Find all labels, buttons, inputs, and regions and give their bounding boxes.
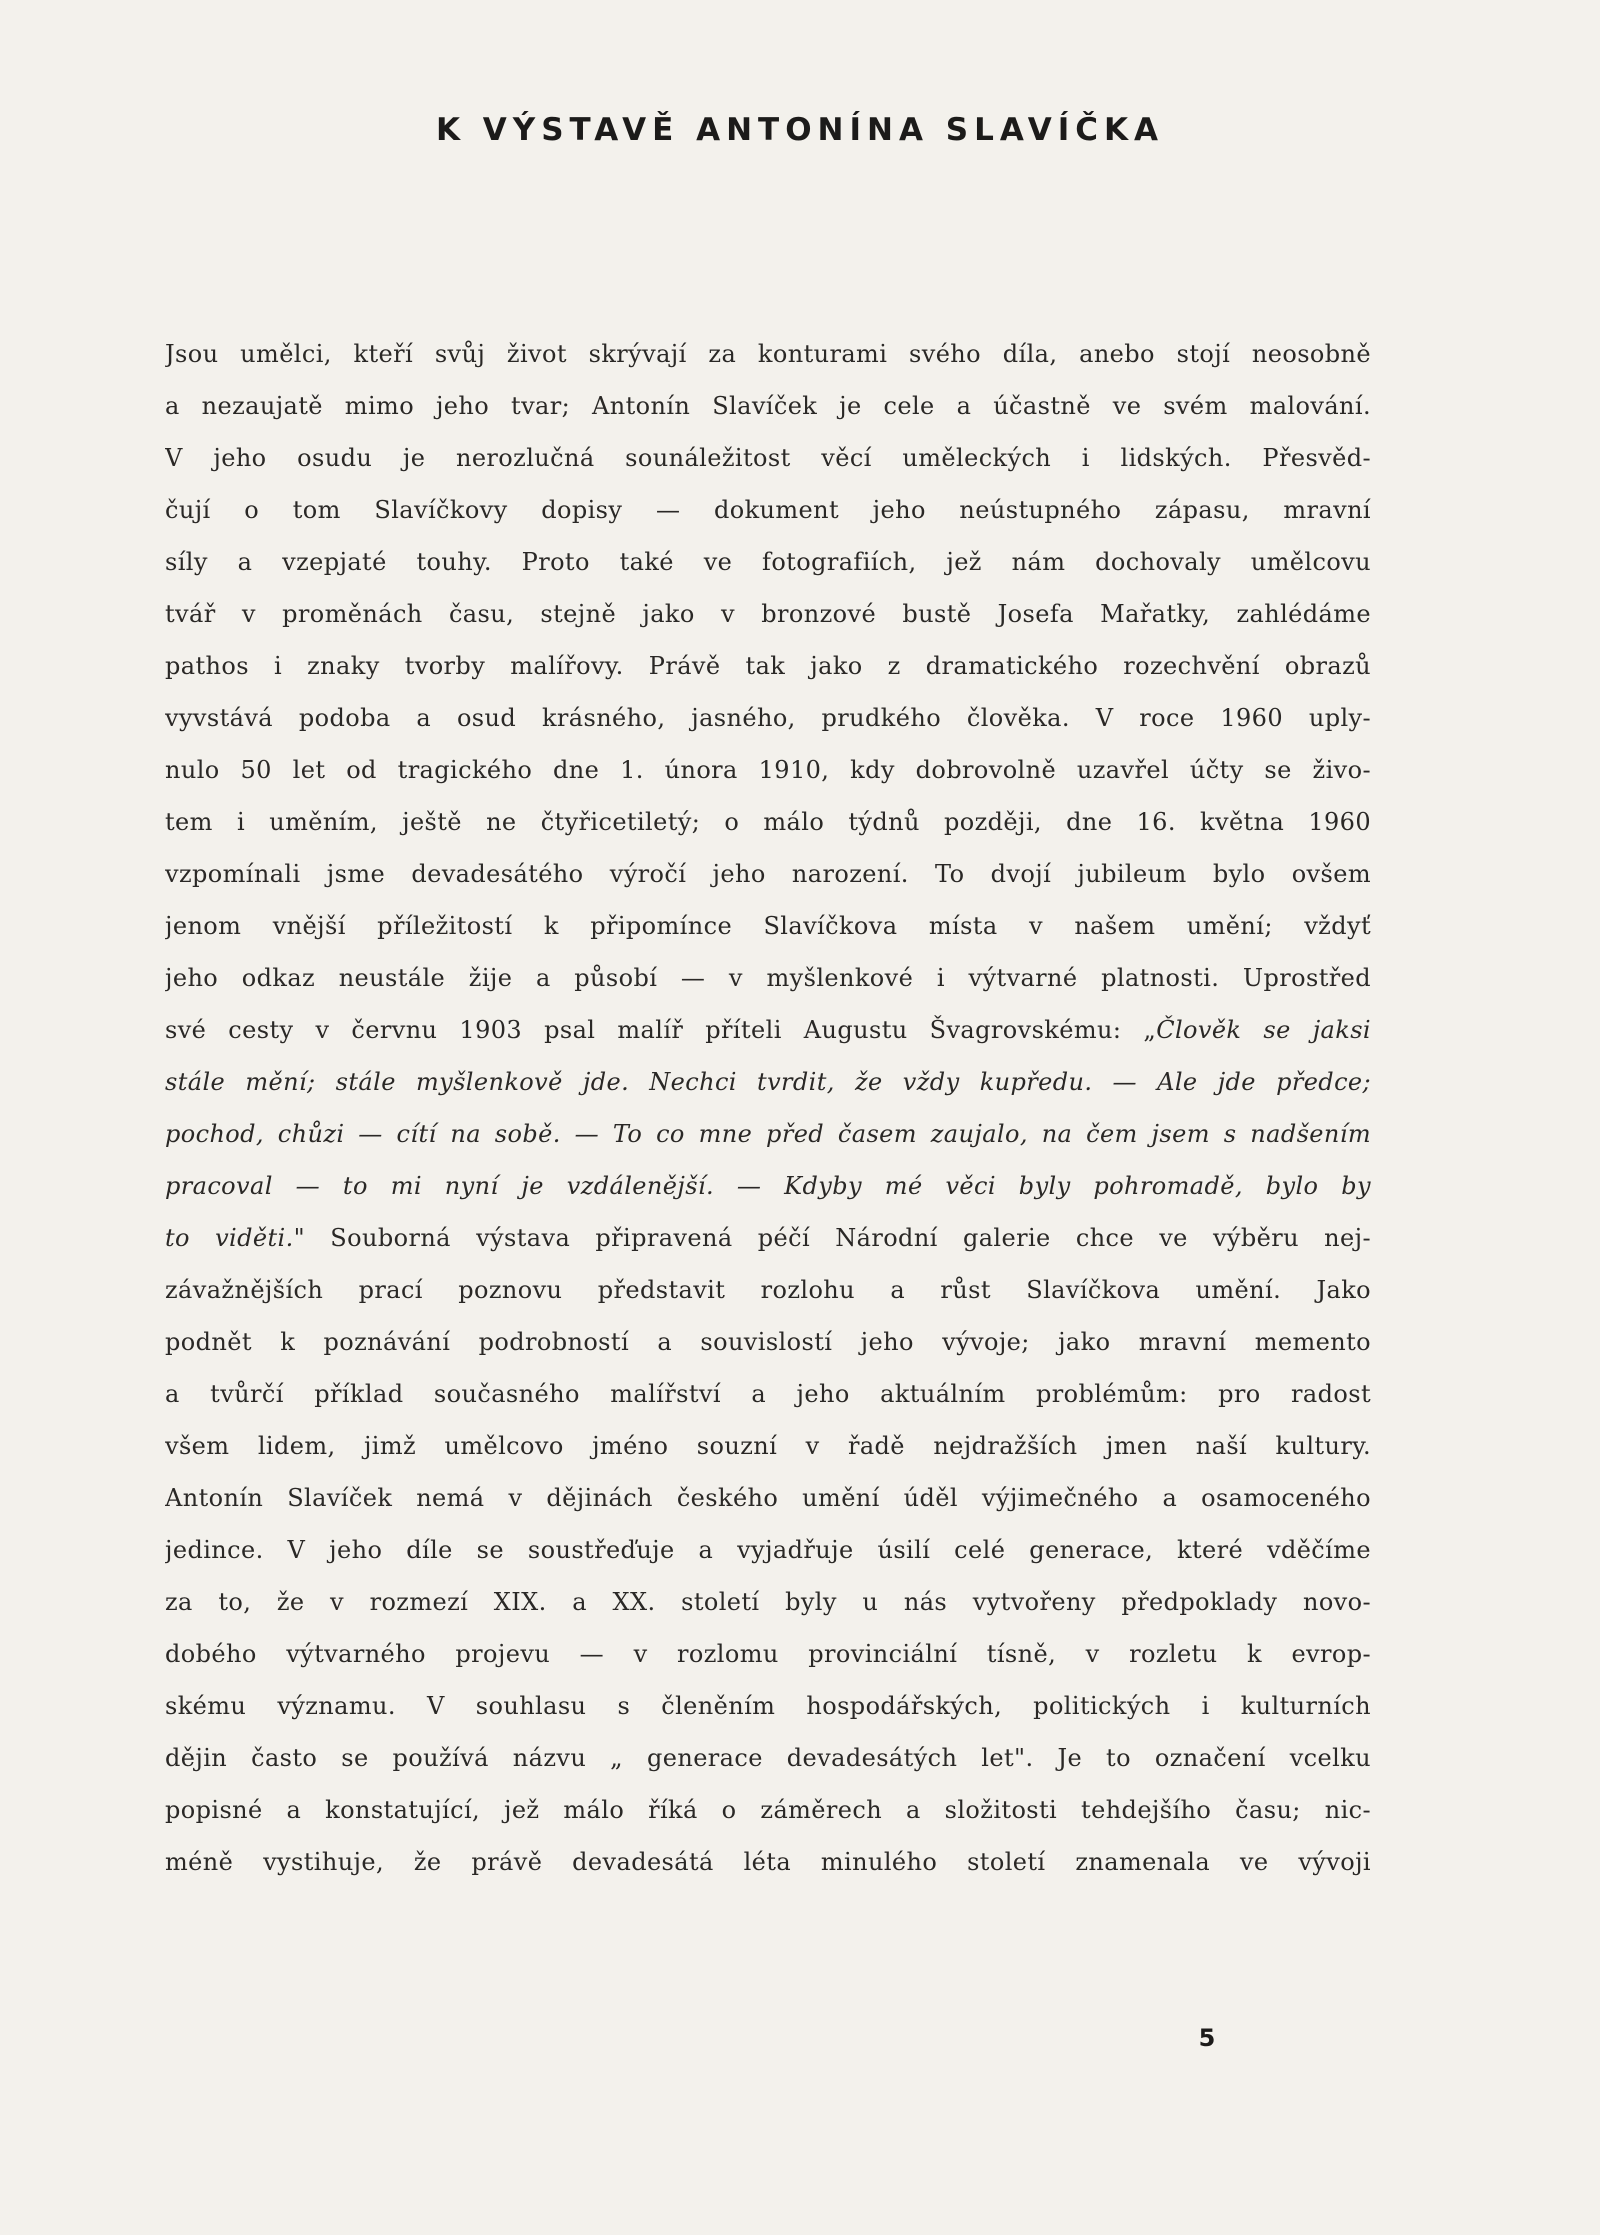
text-line — [165, 640, 1371, 692]
text-line — [165, 1160, 1371, 1212]
text-line — [165, 952, 1371, 1004]
text-segment: podnět k poznávání podrobností a souvislostí jeho vývoje; jako mravní memento — [165, 1328, 1371, 1356]
page-number: 5 — [1198, 2024, 1216, 2052]
text-segment: tem i uměním, ještě ne čtyřicetiletý; o málo týdnů později, dne 16. května 1960 — [165, 808, 1371, 836]
text-segment: " Souborná výstava připravená péčí Národní galerie chce ve výběru nej- — [293, 1224, 1371, 1252]
text-line — [165, 1004, 1371, 1056]
text-segment: jeho odkaz neustále žije a působí — v myšlenkové i výtvarné platnosti. Uprostřed — [165, 964, 1371, 992]
text-line — [165, 692, 1371, 744]
italic-quote-segment: to viděti. — [165, 1224, 294, 1252]
text-segment: všem lidem, jimž umělcovo jméno souzní v řadě nejdražších jmen naší kultury. — [165, 1432, 1371, 1460]
text-line — [165, 484, 1371, 536]
text-line — [165, 1056, 1371, 1108]
text-segment: a nezaujatě mimo jeho tvar; Antonín Slavíček je cele a účastně ve svém malování. — [165, 392, 1371, 420]
text-segment: síly a vzepjaté touhy. Proto také ve fotografiích, jež nám dochovaly umělcovu — [165, 548, 1371, 576]
text-segment: nulo 50 let od tragického dne 1. února 1910, kdy dobrovolně uzavřel účty se živo- — [165, 756, 1371, 784]
text-segment: dějin často se používá názvu „ generace devadesátých let". Je to označení vcelku — [165, 1744, 1371, 1772]
text-line — [165, 536, 1371, 588]
text-line — [165, 588, 1371, 640]
text-line — [165, 1524, 1371, 1576]
text-line — [165, 1264, 1371, 1316]
text-segment: dobého výtvarného projevu — v rozlomu provinciální tísně, v rozletu k evrop- — [165, 1640, 1371, 1668]
text-line — [165, 796, 1371, 848]
italic-quote-segment: pracoval — to mi nyní je vzdálenější. — Kdyby mé věci byly pohromadě, bylo by — [165, 1172, 1371, 1200]
text-segment: méně vystihuje, že právě devadesátá léta minulého století znamenala ve vývoji — [165, 1848, 1371, 1876]
text-line — [165, 1108, 1371, 1160]
text-segment: za to, že v rozmezí XIX. a XX. století byly u nás vytvořeny předpoklady novo- — [165, 1588, 1371, 1616]
page-title: K VÝSTAVĚ ANTONÍNA SLAVÍČKA — [435, 112, 1165, 148]
text-line — [165, 432, 1371, 484]
text-line — [165, 1680, 1371, 1732]
text-segment: Jsou umělci, kteří svůj život skrývají za konturami svého díla, anebo stojí neosobně — [165, 340, 1371, 368]
text-segment: a tvůrčí příklad současného malířství a jeho aktuálním problémům: pro radost — [165, 1380, 1371, 1408]
text-line — [165, 900, 1371, 952]
text-segment: jenom vnější příležitostí k připomínce Slavíčkova místa v našem umění; vždyť — [165, 912, 1371, 940]
text-line — [165, 744, 1371, 796]
text-line — [165, 1628, 1371, 1680]
italic-quote-segment: stále mění; stále myšlenkově jde. Nechci tvrdit, že vždy kupředu. — Ale jde předce; — [165, 1068, 1371, 1096]
italic-quote-segment: Člověk se jaksi — [1156, 1016, 1371, 1044]
text-line — [165, 1420, 1371, 1472]
text-segment: V jeho osudu je nerozlučná sounáležitost věcí uměleckých i lidských. Přesvěd- — [165, 444, 1371, 472]
text-line — [165, 1836, 1371, 1888]
text-segment: Antonín Slavíček nemá v dějinách českého umění úděl výjimečného a osamoceného — [165, 1484, 1371, 1512]
text-line — [165, 1368, 1371, 1420]
body-paragraph — [165, 328, 1371, 1888]
text-line — [165, 1316, 1371, 1368]
text-line — [165, 1732, 1371, 1784]
text-segment: skému významu. V souhlasu s členěním hospodářských, politických i kulturních — [165, 1692, 1371, 1720]
text-segment: vyvstává podoba a osud krásného, jasného, prudkého člověka. V roce 1960 uply- — [165, 704, 1371, 732]
text-line — [165, 380, 1371, 432]
text-segment: pathos i znaky tvorby malířovy. Právě tak jako z dramatického rozechvění obrazů — [165, 652, 1371, 680]
text-line — [165, 1472, 1371, 1524]
text-segment: své cesty v červnu 1903 psal malíř příteli Augustu Švagrovskému: „ — [165, 1016, 1157, 1044]
text-segment: závažnějších prací poznovu představit rozlohu a růst Slavíčkova umění. Jako — [165, 1276, 1371, 1304]
text-line — [165, 328, 1371, 380]
text-segment: čují o tom Slavíčkovy dopisy — dokument jeho neústupného zápasu, mravní — [165, 496, 1371, 524]
text-line — [165, 848, 1371, 900]
text-segment: jedince. V jeho díle se soustřeďuje a vyjadřuje úsilí celé generace, které vděčíme — [165, 1536, 1371, 1564]
text-segment: tvář v proměnách času, stejně jako v bronzové bustě Josefa Mařatky, zahlédáme — [165, 600, 1371, 628]
italic-quote-segment: pochod, chůzi — cítí na sobě. — To co mne před časem zaujalo, na čem jsem s nadšením — [165, 1120, 1371, 1148]
text-segment: vzpomínali jsme devadesátého výročí jeho narození. To dvojí jubileum bylo ovšem — [165, 860, 1371, 888]
text-line — [165, 1576, 1371, 1628]
text-line — [165, 1212, 1371, 1264]
text-segment: popisné a konstatující, jež málo říká o záměrech a složitosti tehdejšího času; nic- — [165, 1796, 1371, 1824]
text-line — [165, 1784, 1371, 1836]
